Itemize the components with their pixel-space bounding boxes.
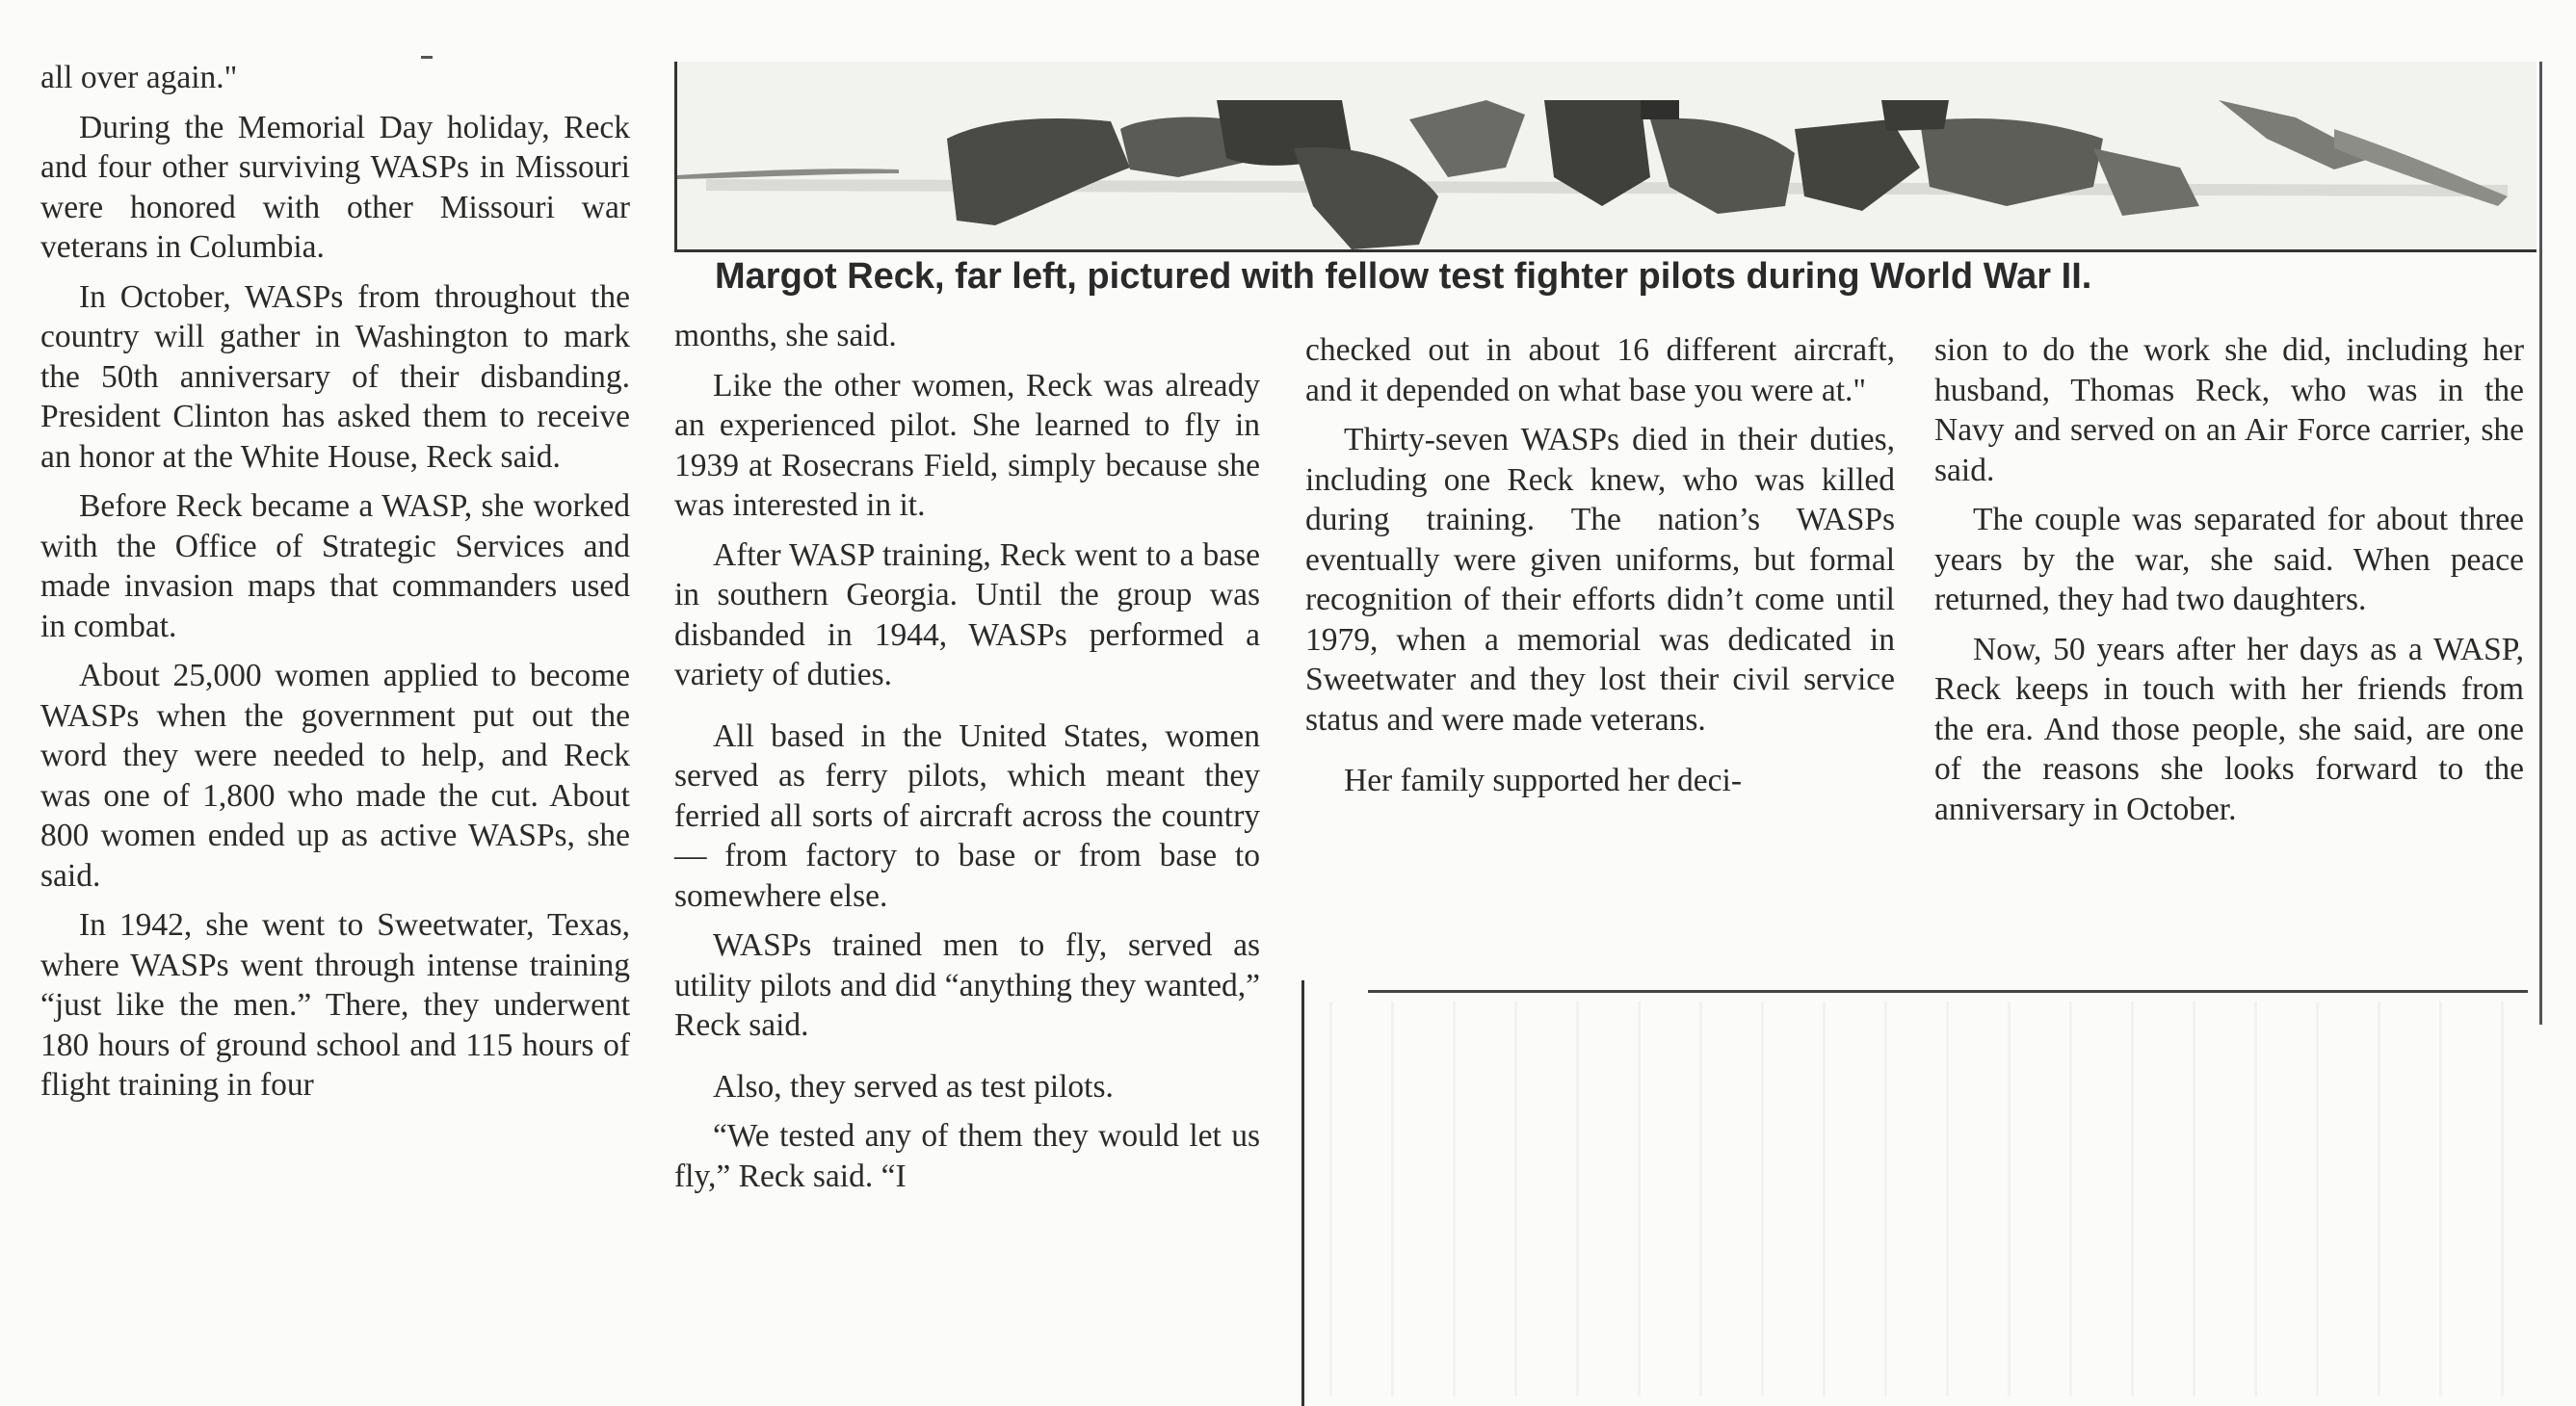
paragraph: In 1942, she went to Sweetwater, Texas, where WASPs went through intense training “just like the men.” There, they underwent 180 hours of ground school and 115 hours of flight training in four	[40, 907, 630, 1103]
photo-caption: Margot Reck, far left, pictured with fellow test fighter pilots during World War II.	[715, 256, 2092, 297]
paragraph: all over again."	[40, 60, 238, 95]
article-column-1	[40, 58, 630, 1115]
article-end-rule	[1368, 990, 2528, 993]
paragraph: The couple was separated for about three years by the war, she said. When peace returned, they had two daughters.	[1934, 502, 2524, 617]
paragraph: After WASP training, Reck went to a base in southern Georgia. Until the group was disbanded in 1944, WASPs performed a variety of duties.	[674, 536, 1260, 692]
paragraph: Like the other women, Reck was already an experienced pilot. She learned to fly in 1939 at Rosecrans Field, simply because she was interested in it.	[674, 367, 1260, 523]
paragraph: Now, 50 years after her days as a WASP, Reck keeps in touch with her friends from the era. And those people, she said, are one of the reasons she looks forward to the anniversary in October.	[1934, 631, 2524, 827]
article-column-3	[1305, 330, 1895, 811]
article-column-4	[1934, 330, 2524, 839]
paragraph: Before Reck became a WASP, she worked with the Office of Strategic Services and made invasion maps that commanders used in combat.	[40, 488, 630, 644]
paragraph: sion to do the work she did, including her husband, Thomas Reck, who was in the Navy and served on an Air Force carrier, she said.	[1934, 332, 2524, 488]
reverse-side-bleed	[1329, 1002, 2524, 1396]
paragraph: Her family supported her deci-	[1344, 763, 1743, 798]
paragraph: About 25,000 women applied to become WASPs when the government put out the word they were needed to help, and Reck was one of 1,800 who made the cut. About 800 women ended up as active WASPs, she said.	[40, 658, 630, 894]
paragraph: WASPs trained men to fly, served as utility pilots and did “anything they wanted,” Reck said.	[674, 927, 1260, 1043]
paragraph: checked out in about 16 different aircraft, and it depended on what base you were at."	[1305, 332, 1895, 408]
column-divider	[1301, 980, 1304, 1406]
paragraph: All based in the United States, women served as ferry pilots, which meant they ferried all sorts of aircraft across the country — from factory to base or from base to somewhere else.	[674, 717, 1260, 914]
photo-image	[677, 62, 2537, 249]
page-edge-rule	[2539, 62, 2542, 1025]
paragraph: In October, WASPs from throughout the country will gather in Washington to mark the 50th anniversary of their disbanding. President Clinton has asked them to receive an honor at the White House, Reck said.	[40, 278, 630, 475]
article-column-2	[674, 316, 1260, 1206]
paragraph: During the Memorial Day holiday, Reck and four other surviving WASPs in Missouri were honored with other Missouri war veterans in Columbia.	[40, 109, 630, 265]
paragraph: Thirty-seven WASPs died in their duties, including one Reck knew, who was killed during training. The nation’s WASPs eventually were given uniforms, but formal recognition of their efforts didn’t come until 1979, when a memorial was dedicated in Sweetwater and they lost their civil service status and were made veterans.	[1305, 422, 1895, 738]
paragraph: Also, they served as test pilots.	[713, 1068, 1114, 1105]
paragraph: months, she said.	[674, 318, 897, 353]
paragraph: “We tested any of them they would let us fly,” Reck said. “I	[674, 1118, 1260, 1194]
photo-strip	[674, 62, 2537, 252]
